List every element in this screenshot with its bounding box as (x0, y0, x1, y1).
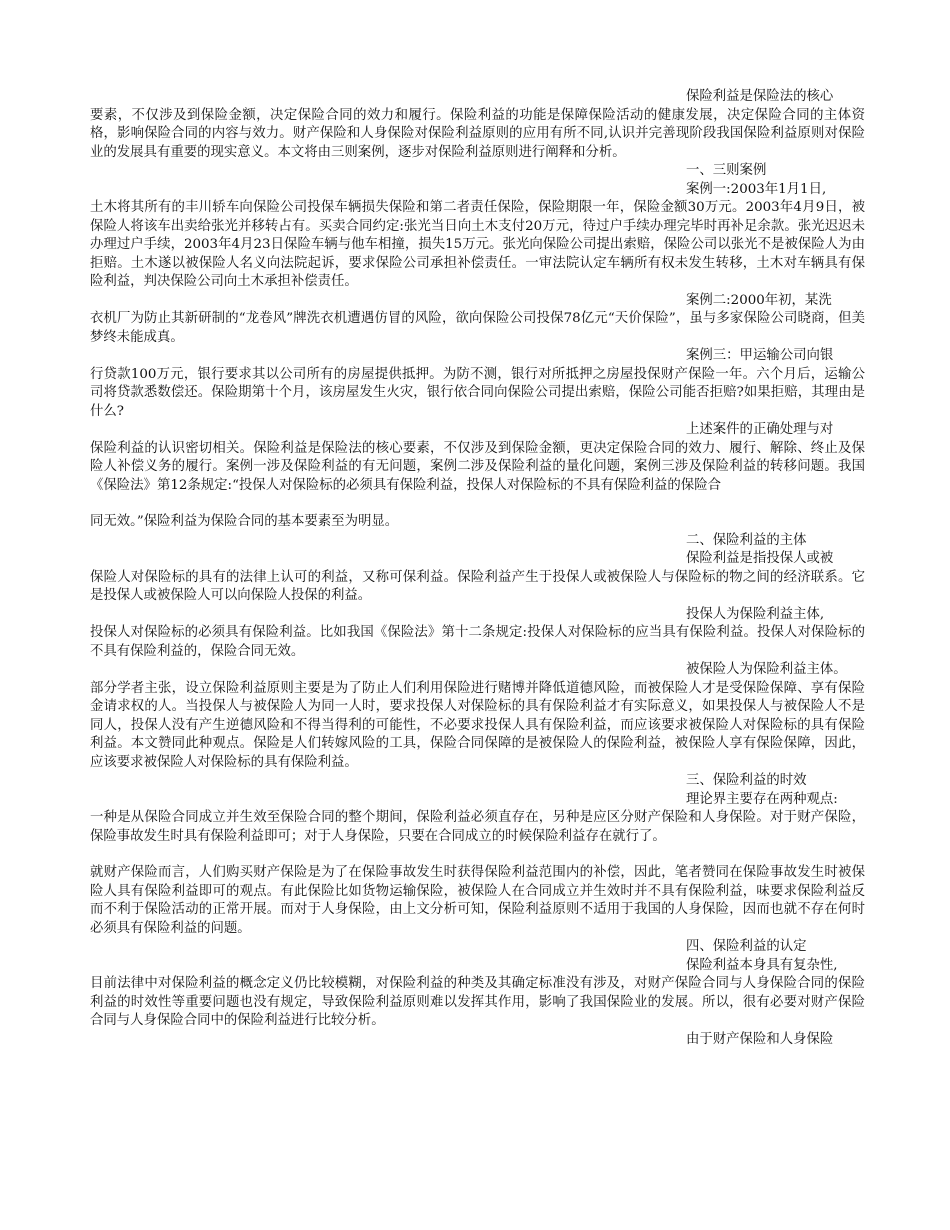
paragraph-text: 一种是从保险合同成立并生效至保险合同的整个期间，保险利益必须直存在，另种是应区分财产保险和人身保险。对于财产保险，保险事故发生时具有保险利益即可；对于人身保险，只要在合同成立的时候保险利益存在就行了。 (90, 810, 865, 844)
paragraph-lead: 案例三：甲运输公司向银 (686, 348, 834, 363)
paragraph-lead: 一、三则案例 (686, 163, 767, 178)
paragraph-text: 要素，不仅涉及到保险金额，决定保险合同的效力和履行。保险利益的功能是保障保险活动的健康发展，决定保险合同的主体资格，影响保险合同的内容与效力。财产保险和人身保险对保险利益原则的应用有所不同,认识并完善现阶段我国保险利益原则对保险业的发展具有重要的现实意义。本文将由三则案例，逐步对保险利益原则进行阐释和分析。 (90, 107, 865, 160)
paragraph-gap (90, 495, 865, 513)
paragraph-text: 保险人对保险标的具有的法律上认可的利益，又称可保利益。保险利益产生于投保人或被保险人与保险标的物之间的经济联系。它是投保人或被保险人可以向保险人投保的利益。 (90, 569, 865, 603)
paragraph-text: 土木将其所有的丰川轿车向保险公司投保车辆损失保险和第二者责任保险，保险期限一年，保险金额30万元。2003年4月9日，被保险人将该车出卖给张光并移转占有。买卖合同约定:张光当日向土木支付20万元，待过户手续办理完毕时再补足余款。张光迟迟未办理过户手续，2003年4月23日保险车辆与他车相撞，损失15万元。张光向保险公司提出索赔，保险公司以张光不是被保险人为由拒赔。土木遂以被保险人名义向法院起诉，要求保险公司承担补偿责任。一审法院认定车辆所有权未发生转移，土木对车辆具有保险利益，判决保险公司向土木承担补偿责任。 (90, 200, 865, 289)
document-body (90, 88, 865, 1049)
paragraph-lead: 上述案件的正确处理与对 (686, 422, 834, 437)
paragraph-lead: 保险利益本身具有复杂性, (686, 957, 838, 973)
paragraph-lead: 保险利益是保险法的核心 (686, 89, 834, 104)
paragraph-lead: 二、保险利益的主体 (686, 532, 807, 548)
paragraph-text: 目前法律中对保险利益的概念定义仍比较模糊，对保险利益的种类及其确定标准没有涉及，对财产保险合同与人身保险合同的保险利益的时效性等重要问题也没有规定，导致保险利益原则难以发挥其作用，影响了我国保险业的发展。所以，很有必要对财产保险合同与人身保险合同中的保险利益进行比较分析。 (90, 976, 865, 1028)
paragraph-lead: 被保险人为保险利益主体。 (686, 662, 847, 677)
paragraph-gap (90, 846, 865, 864)
paragraph-lead: 案例二:2000年初，某洗 (686, 292, 832, 308)
paragraph-text: 保险利益的认识密切相关。保险利益是保险法的核心要素，不仅涉及到保险金额，更决定保险合同的效力、履行、解除、终止及保险人补偿义务的履行。案例一涉及保险利益的有无问题，案例二涉及保险利益的量化问题，案例三涉及保险利益的转移问题。我国《保险法》第12条规定:“投保人对保险标的必须具有保险利益，投保人对保险标的不具有保险利益的保险合 (90, 440, 865, 493)
paragraph-lead: 四、保险利益的认定 (686, 939, 807, 954)
paragraph-lead: 理论界主要存在两种观点: (686, 791, 838, 807)
paragraph-lead: 由于财产保险和人身保险 (686, 1031, 834, 1047)
paragraph-text: 行贷款100万元，银行要求其以公司所有的房屋提供抵押。为防不测，银行对所抵押之房屋投保财产保险一年。六个月后，运输公司将贷款悉数偿还。保险期第十个月，该房屋发生火灾，银行依合同向保险公司提出索赔，保险公司能否拒赔?如果拒赔，其理由是什么? (90, 366, 865, 419)
paragraph-text: 投保人对保险标的必须具有保险利益。比如我国《保险法》第十二条规定:投保人对保险标的应当具有保险利益。投保人对保险标的不具有保险利益的，保险合同无效。 (90, 625, 865, 659)
paragraph-lead: 保险利益是指投保人或被 (686, 551, 834, 566)
paragraph-text: 部分学者主张，设立保险利益原则主要是为了防止人们利用保险进行赌博并降低道德风险，而被保险人才是受保险保障、享有保险金请求权的人。当投保人与被保险人为同一人时，要求投保人对保险标的具有保险利益才有实际意义，如果投保人与被保险人不是同人，投保人没有产生逆德风险和不得当得利的可能性，不必要求投保人具有保险利益，而应该要求被保险人对保险标的具有保险利益。本文赞同此种观点。保险是人们转嫁风险的工具，保险合同保障的是被保险人的保险利益，被保险人享有保险保障，因此，应该要求被保险人对保险标的具有保险利益。 (90, 680, 865, 770)
paragraph-lead: 案例一:2003年1月1日, (686, 181, 827, 197)
paragraph-lead: 投保人为保险利益主体, (686, 606, 825, 622)
paragraph-text: 衣机厂为防止其新研制的“龙卷风”牌洗衣机遭遇仿冒的风险，欲向保险公司投保78亿元“天价保险”，虽与多家保险公司晓商，但美梦终未能成真。 (90, 311, 865, 345)
paragraph-text: 同无效。”保险利益为保险合同的基本要素至为明显。 (90, 514, 399, 529)
paragraph-text: 就财产保险而言，人们购买财产保险是为了在保险事故发生时获得保险利益范围内的补偿，因此，笔者赞同在保险事故发生时被保险人具有保险利益即可的观点。有此保险比如货物运输保险，被保险人在合同成立并生效时并不具有保险利益，味要求保险利益反而不利于保险活动的正常开展。而对于人身保险，由上文分析可知，保险利益原则不适用于我国的人身保险，因而也就不存在何时必须具有保险利益的问题。 (90, 865, 865, 936)
paragraph-lead: 三、保险利益的时效 (686, 773, 807, 788)
